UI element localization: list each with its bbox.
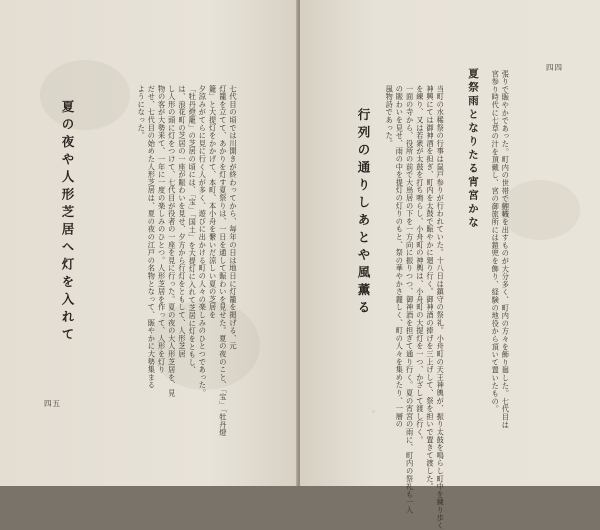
body-line: は、浪花町の芝居の一座が賑わいを見せ、夕方から行灯をともして、人形芝居 [177,85,187,358]
body-line: 張りで賑やかであった。町内の世帯で鯉幟を出すものが大分多く、町内の方々を飾り廻した。七代目は [501,70,511,429]
body-line: 灯籠を立てて、あかりを灯す夏祭りは、一日を通して賑わいを見せた。夏の夜のこと、「宝」「牡丹燈 [218,85,228,437]
body-line: ようになった。 [137,85,147,140]
section-title: 夏の夜や人形芝居へ灯を入れて [60,100,75,345]
right-body-text [384,85,446,530]
body-line: の賑わいを見せ、雨の中を提灯の灯りのもと、祭の華やかさ麗しく、町の人々を集めたり、一層の [395,85,405,429]
body-line: 夕涼みがてらに見に行く人が多く、遊びに出かける町の人々の楽しみのひとつであった。 [198,85,208,397]
left-page [0,0,298,486]
paper-stain [40,60,130,130]
left-body-text [136,85,238,437]
body-line: 籠」と大提灯をかかげて、本町、本小舟を繋いだ涼しい夏の芝居を [208,85,218,319]
section-heading: 夏祭雨となりたる宵宮かな [467,68,479,230]
body-line: 一面の寺から、役所の前で大鳥居の下を一方向に振りつつ、御神酒を担ぎて通り行く。夏の宵宮の雨に、町内の祭礼も一入 [405,85,415,514]
haiku: 行列の通りしあとや風薫る [356,108,371,318]
paper-stain [500,180,580,240]
right-top-text [490,70,511,429]
body-line: 当町の水稀祭の行事は鼠戸参りが行われていた。十八日は鎮守の祭礼。小舟町の天王神輿が、振り太鼓を鳴らし町中を練り歩く [436,85,446,530]
right-page [300,0,600,530]
page-number: 四四 [546,63,563,72]
body-line: だせ、七代目の始めた人形芝居は、夏の夜の江戸の名物となって、賑やかに大勢集まる [147,85,157,390]
body-line: 物の客が大勢来て、一年に一度の楽しみのひとつ。人形芝居を作って、人形を灯り [157,85,167,374]
body-line: 神興にては御神酒を担ぎ、町内を太鼓で賑やかに廻り行く。御神酒の捧げを三上げして、祭を担いで置きて渡した。 [426,85,436,491]
body-line: 「牡丹燈籠」の芝居の頃には、「宝」「国土」を大提灯に入れて芝居に灯をともし、 [188,85,198,375]
page-number: 四五 [44,399,61,408]
body-line: を練り、又は若衆が太鼓を打ち鳴らし、小舟町の神輿は、小舟町の大提灯を一つ、かざして渡し行く。 [415,85,425,444]
body-line: し人形の頭に灯をつけて、七代目が役者の一座を見に行った。夏の夜の大人形芝居を、見 [167,85,177,397]
body-line: 風物詩であった。 [385,85,395,148]
paper-blemish [372,410,375,413]
body-line: 七代目の頃では川開きが終わってから、毎年の日は地日に灯籠を掲げる、元 [229,85,238,351]
body-line: 宮参り時代に七草の汁を頂戴し、宮の御旅所には鎧兜を飾り、経験の地役から頂いて置いたもの。 [491,70,501,414]
